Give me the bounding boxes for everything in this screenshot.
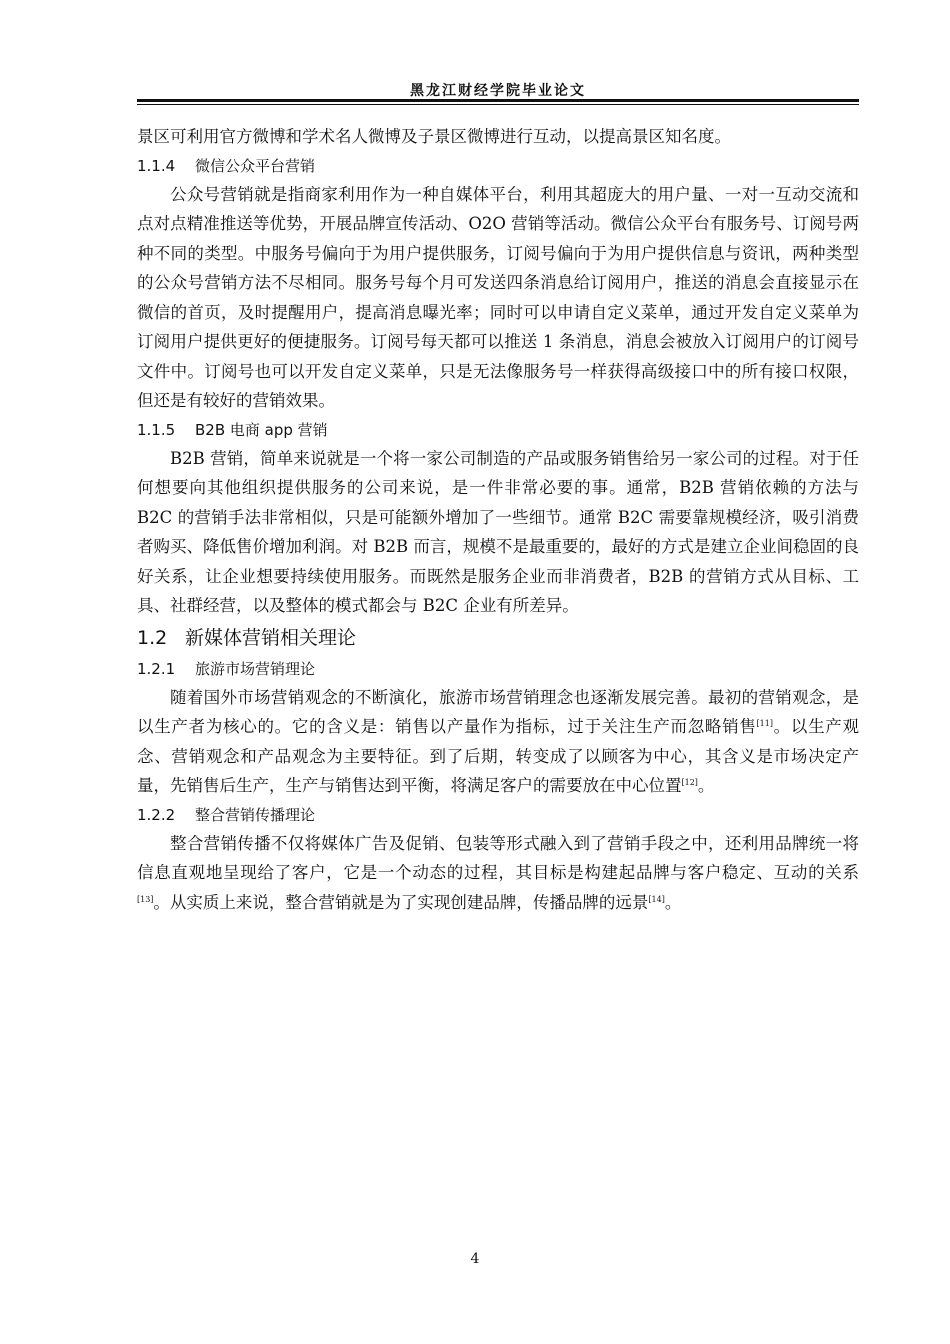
section-heading-1-2 (137, 621, 859, 655)
page-content (137, 122, 859, 917)
header-rule-thin (137, 104, 859, 105)
section-title: 整合营销传播理论 (195, 805, 316, 824)
section-heading-1-2-1 (137, 655, 859, 683)
section-number: 1.1.4 (137, 156, 176, 175)
paragraph-text: 随着国外市场营销观念的不断演化，旅游市场营销理念也逐渐发展完善。最初的营销观念，是以生产者为核心的。它的含义是：销售以产量作为指标，过于关注生产而忽略销售 (137, 687, 859, 736)
paragraph: 景区可利用官方微博和学术名人微博及子景区微博进行互动，以提高景区知名度。 (137, 127, 731, 146)
section-title: B2B 电商 app 营销 (195, 420, 328, 439)
section-number: 1.2 (137, 626, 168, 649)
section-number: 1.2.2 (137, 805, 176, 824)
header-rule-thick (137, 99, 859, 102)
paragraph-text: 。以生产观念、营销观念和产品观念为主要特征。到了后期，转变成了以顾客为中心，其含义是市场决定产量，先销售后生产，生产与销售达到平衡，将满足客户的需要放在中心位置 (137, 717, 860, 795)
section-title: 旅游市场营销理论 (195, 659, 316, 678)
running-header: 黑龙江财经学院毕业论文 (410, 83, 586, 99)
section-heading-1-1-5 (137, 416, 859, 444)
section-number: 1.1.5 (137, 420, 176, 439)
section-number: 1.2.1 (137, 659, 176, 678)
paragraph-text: 整合营销传播不仅将媒体广告及促销、包装等形式融入到了营销手段之中，还利用品牌统一将信息直观地呈现给了客户，它是一个动态的过程，其目标是构建起品牌与客户稳定、互动的关系 (137, 833, 859, 882)
citation-ref: [12] (681, 778, 698, 787)
citation-ref: [13] (137, 894, 154, 904)
page-number: 4 (470, 1251, 480, 1267)
section-title: 微信公众平台营销 (195, 156, 316, 175)
citation-ref: [14] (648, 894, 665, 904)
section-heading-1-2-2 (137, 801, 859, 829)
section-title: 新媒体营销相关理论 (185, 626, 357, 649)
paragraph (137, 683, 859, 801)
paragraph (137, 829, 859, 918)
paragraph: 公众号营销就是指商家利用作为一种自媒体平台，利用其超庞大的用户量、一对一互动交流和点对点精准推送等优势，开展品牌宣传活动、O2O 营销等活动。微信公众平台有服务号、订阅号两种不同的类型。中服务号偏向于为用户提供服务，订阅号偏向于为用户提供信息与资讯，两种类型的公众号营销方法不尽相同。服务号每个月可发送四条消息给订阅用户，推送的消息会直接显示在微信的首页，及时提醒用户，提高消息曝光率；同时可以申请自定义菜单，通过开发自定义菜单为订阅用户提供更好的便捷服务。订阅号每天都可以推送 1 条消息，消息会被放入订阅用户的订阅号文件中。订阅号也可以开发自定义菜单，只是无法像服务号一样获得高级接口中的所有接口权限， 但还是有较好的营销效果。 (137, 184, 859, 410)
citation-ref: [11] (756, 719, 773, 728)
paragraph: B2B 营销，简单来说就是一个将一家公司制造的产品或服务销售给另一家公司的过程。对于任何想要向其他组织提供服务的公司来说，是一件非常必要的事。通常，B2B 营销依赖的方法与 B2C 的营销手法非常相似，只是可能额外增加了一些细节。通常 B2C 需要靠规模经济，吸引消费者购买、降低售价增加利润。对 B2B 而言，规模不是最重要的，最好的方式是建立企业间稳固的良好关系，让企业想要持续使用服务。而既然是服务企业而非消费者，B2B 的营销方式从目标、工具、社群经营，以及整体的模式都会与 B2C 企业有所差异。 (137, 448, 859, 615)
paragraph-text: 。 (664, 892, 682, 912)
section-heading-1-1-4 (137, 152, 859, 180)
paragraph-text: 。从实质上来说，整合营销就是为了实现创建品牌，传播品牌的远景 (153, 892, 649, 912)
paragraph-text: 。 (697, 776, 715, 795)
